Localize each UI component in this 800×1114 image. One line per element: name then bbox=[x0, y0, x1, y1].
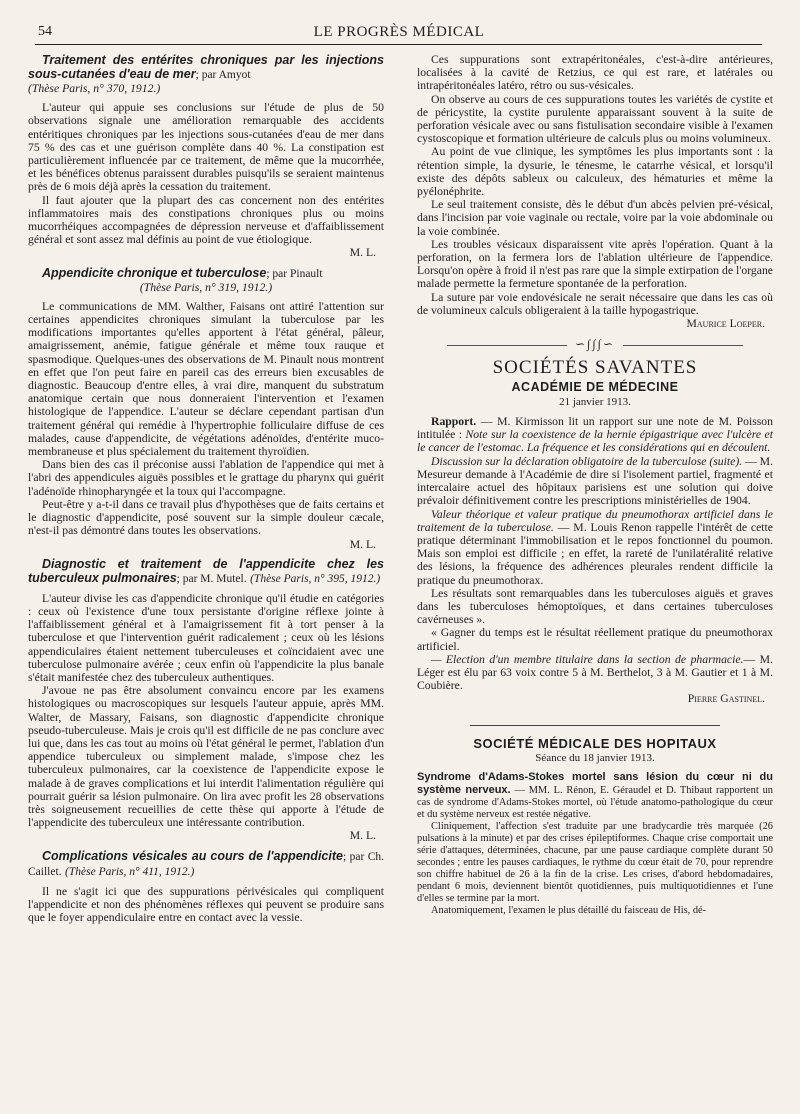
discussion-title: Discussion sur la déclaration obligatoire de la tuberculose (suite). bbox=[431, 454, 743, 468]
article-3-author: ; par M. Mutel. bbox=[176, 572, 247, 585]
article-4-continued-paragraph: Le seul traitement consiste, dès le début d'un abcès pelvien pré-vésical, dans l'incision par voie vaginale ou rectale, voire par la voie abdominale ou la voie combinée. bbox=[417, 198, 773, 238]
page-number: 54 bbox=[38, 24, 52, 39]
quote-paragraph: « Gagner du temps est le résultat réellement pratique du pneumothorax artificiel. bbox=[417, 626, 773, 653]
header-rule bbox=[35, 44, 762, 45]
article-1-citation: (Thèse Paris, n° 370, 1912.) bbox=[28, 82, 161, 95]
article-4-author: ; par Ch. Caillet. bbox=[28, 850, 384, 878]
academie-heading: ACADÉMIE DE MÉDECINE bbox=[511, 379, 679, 394]
rapport-paragraph bbox=[417, 415, 773, 455]
page-header bbox=[38, 20, 760, 42]
section-ornament: ∽∫∫∫∽ bbox=[417, 338, 773, 351]
article-2-paragraph: Dans bien des cas il préconise aussi l'ablation de l'appendice qui met à l'abri des appendicules aiguës possibles et le grattage du pharynx qui guérit l'adénoïde rhinopharyngée et la toux qui l'accompagne. bbox=[28, 458, 384, 498]
anatomy-paragraph: Anatomiquement, l'examen le plus détaillé du faisceau de His, dé- bbox=[431, 905, 707, 917]
pneumothorax-paragraph bbox=[417, 508, 773, 587]
article-3-paragraph: J'avoue ne pas être absolument convaincu encore par les examens histologiques ou macroscopiques sur lesquels l'auteur appuie, après MM. Walter, de Massary, Faisans, son diagnostic d'appendicite chronique pseudo-tuberculeuse. Mais je crois qu'il est difficile de ne pas conclure avec lui que, dans les cas tout au moins où l'état général le permet, l'ablation d'un appendice tuberculeux ou simplement malade, s'impose chez les tuberculeux pulmonaires, car la coexistence de l'appendicite expose le malade à de graves complications et lui interdit l'alimentation régulière qui pourrait guérir sa lésion pulmonaire. On lira avec profit les 28 observations très soigneusement recueillies de cette thèse qui apporte à l'étude de l'appendicite des tuberculeux une intéressante contribution. bbox=[28, 684, 384, 830]
election-text: — M. Léger est élu par 63 voix contre 5 à M. Berthelot, 3 à M. Gautier et 1 à M. Coubière. bbox=[417, 652, 773, 693]
academie-signature: Pierre Gastinel. bbox=[687, 692, 765, 706]
article-4-continued-paragraph: La suture par voie endovésicale ne serait nécessaire que dans les cas où de volumineux calculs obligeraient à la taille hypogastrique. bbox=[417, 290, 773, 317]
rapport-title: Note sur la coexistence de la hernie épigastrique avec l'ulcère et le cancer de l'estomac. La fréquence et les considérations qui en découlent. bbox=[417, 428, 773, 455]
article-3-citation: (Thèse Paris, n° 395, 1912.) bbox=[250, 572, 381, 585]
article-2-author: ; par Pinault bbox=[266, 267, 323, 280]
article-4-continued-paragraph: On observe au cours de ces suppurations toutes les variétés de cystite et de péricystite, la cystite purulente apparaissant souvent à la suite de perforation vésicale avec ou sans fistulisation secondaire visible à l'examen cystoscopique et formation ultérieure de calculs plus ou moins volumineux. bbox=[417, 92, 773, 146]
societes-savantes-heading: SOCIÉTÉS SAVANTES bbox=[492, 357, 698, 379]
article-4-continued-paragraph: Au point de vue clinique, les symptômes les plus importants sont : la rétention simple, la dysurie, le ténesme, le catarrhe vésical, et lorsqu'il existe des dépôts sableux ou calculeux, des hématuries et même la pyélonéphrite. bbox=[417, 145, 773, 199]
syndrome-title: Syndrome d'Adams-Stokes mortel sans lésion du cœur ni du système nerveux. bbox=[417, 771, 773, 797]
academie-date: 21 janvier 1913. bbox=[559, 395, 631, 408]
article-2-citation: (Thèse Paris, n° 319, 1912.) bbox=[139, 280, 273, 294]
rapport-label: Rapport. bbox=[431, 415, 477, 429]
article-3-signature: M. L. bbox=[349, 829, 376, 843]
article-2-title: Appendicite chronique et tuberculose bbox=[42, 265, 267, 280]
article-1-paragraph: L'auteur qui appuie ses conclusions sur l'étude de plus de 50 observations signale une amélioration remarquable des accidents entéritiques chroniques par les injections sous-cutanées d'eau de mer dans 75 % des cas et une guérison complète dans 40 %. La constipation est particulièrement influencée par ce traitement, de même que la mucorrhée, et les bénéfices obtenus paraissent durables puisqu'ils se seraient maintenus près de 6 mois déjà après la cessation du traitement. bbox=[28, 101, 384, 194]
article-2-heading bbox=[28, 266, 384, 281]
article-4-continued-paragraph: Les troubles vésicaux disparaissent vite après l'opération. Quant à la perforation, on la fermera lors de l'ablation ultérieure de l'appendice. Lorsqu'on opère à froid il n'est pas rare que la simple extirpation de l'organe malade permette la fermeture spontanée de la perforation. bbox=[417, 237, 773, 291]
article-3-paragraph: L'auteur divise les cas d'appendicite chronique qu'il étudie en catégories : ceux où l'existence d'une toux persistante d'origine réflexe jointe à l'affaiblissement général et à l'amaigrissement fit à tort penser à la tuberculose et que l'intervention guérit radicalement ; ceux où les lésions appendiculaires étaient nettement tuberculeuses et coïncidaient avec une tuberculose pulmonaire avérée ; ceux enfin où l'appendicite la plus banale s'était manifestée chez des tuberculeux authentiques. bbox=[28, 591, 384, 684]
left-column bbox=[28, 53, 384, 924]
article-4-continued-paragraph: Ces suppurations sont extrapéritonéales, c'est-à-dire antérieures, localisées à la cavité de Retzius, ce qui est rare, et latérales ou intrapéritonéales latéro, rétro ou sus-vésicales. bbox=[417, 53, 773, 93]
syndrome-paragraph bbox=[417, 771, 773, 821]
article-4-heading bbox=[28, 849, 384, 879]
right-column bbox=[417, 53, 773, 917]
article-4-signature: Maurice Loeper. bbox=[686, 317, 765, 331]
article-4-title: Complications vésicales au cours de l'appendicite bbox=[42, 848, 343, 863]
article-4-citation: (Thèse Paris, n° 411, 1912.) bbox=[65, 865, 195, 878]
article-2-signature: M. L. bbox=[349, 537, 376, 551]
rapport-text: — M. Kirmisson lit un rapport sur une note de M. Poisson intitulée : bbox=[417, 415, 773, 442]
article-2-paragraph: Peut-être y a-t-il dans ce travail plus d'hypothèses que de faits certains et le diagnostic d'appendicite, posé souvent sur la simple douleur cæcale, n'est-il pas démontré dans toutes les observations. bbox=[28, 497, 384, 538]
clinical-paragraph: Cliniquement, l'affection s'est traduite par une bradycardie très marquée (26 pulsations à la minute) et par des crises épileptiformes. Chaque crise comportait une série d'attaques, déterminées, chacune, par une pause cardiaque complète durant 50 secondes ; entre les pauses cardiaques, le rythme du cœur était de 70, pour reprendre son chiffre habituel de 26 à la fin de la crise. Les crises, d'abord hebdomadaires, pendant 6 mois, deviennent bientôt quotidiennes, puis multiquotidiennes et l'une d'elles se termine par la mort. bbox=[417, 821, 773, 905]
article-3-title: Diagnostic et traitement de l'appendicite chez les tuberculeux pulmonaires bbox=[28, 556, 384, 585]
article-2-paragraph: Le communications de MM. Walther, Faisans ont attiré l'attention sur certaines appendicites chroniques simulant la tuberculose par les modifications importantes qu'elles apportent à l'état général, pâleur, amaigrissement, anémie, fatigue générale et même toux rauque et spasmodique. Quelques-unes des observations de M. Pinault nous montrent en effet que l'on peut faire en pareil cas des erreurs bien excusables de diagnostic. Beaucoup d'entre elles, à vrai dire, manquent du substratum anatomique certain que nous donneraient l'intervention et l'examen histologique de l'appendice. L'auteur se déclare cependant partisan d'un traitement général qui remédie à l'hypertrophie folliculaire diffuse de ces malades, cause d'appendicite, de végétations adénoïdes, d'entérite muco-membraneuse et plus spécialement du traitement thyroïdien. bbox=[28, 299, 384, 459]
discussion-paragraph bbox=[417, 455, 773, 508]
article-1-signature: M. L. bbox=[349, 246, 376, 260]
smh-heading: SOCIÉTÉ MÉDICALE DES HOPITAUX bbox=[473, 735, 717, 751]
election-paragraph bbox=[417, 653, 773, 693]
results-paragraph: Les résultats sont remarquables dans les tuberculoses aiguës et graves dans les tuberculoses hémoptoïques, et dans certaines tuberculoses cavérneuses ». bbox=[417, 586, 773, 627]
section-divider bbox=[417, 716, 773, 729]
journal-title: LE PROGRÈS MÉDICAL bbox=[313, 24, 485, 40]
article-1-author: ; par Amyot bbox=[195, 69, 251, 81]
article-1-title: Traitement des entérites chroniques par les injections sous-cutanées d'eau de mer bbox=[28, 53, 384, 81]
election-title: — Election d'un membre titulaire dans la section de pharmacie. bbox=[431, 652, 744, 666]
article-4-paragraph: Il ne s'agit ici que des suppurations périvésicales qui compliquent l'appendicite et non des phénomènes réflexes qui peuvent se produire sans que le foyer appendiculaire entre en contact avec la vessie. bbox=[28, 884, 384, 924]
pneumothorax-text: — M. Louis Renon rappelle l'intérêt de cette pratique déterminant l'immobilisation et le repos fonctionnel du poumon. Mais son emploi est difficile ; en effet, la rareté de l'unilatéralité relative des lésions, la fréquence des adhérences pleurales rendent difficile la pratique du pneumothorax. bbox=[417, 520, 773, 587]
discussion-text: — M. Mesureur demande à l'Académie de dire si l'isolement partiel, fragmenté et intercalaire actuel des hôpitaux parisiens est une solution qui doive prévaloir définitivement contre les prescriptions ministérielles de 1904. bbox=[417, 454, 773, 508]
article-3-heading bbox=[28, 557, 384, 586]
article-1-paragraph: Il faut ajouter que la plupart des cas concernent non des entérites inflammatoires mais des constipations chroniques plus ou moins mucorrhéiques accompagnées de dépression nerveuse et d'affaiblissement général et sont assez mal définis au point de vue étiologique. bbox=[28, 193, 384, 247]
article-1-heading bbox=[28, 53, 384, 82]
smh-date: Séance du 18 janvier 1913. bbox=[535, 751, 655, 764]
syndrome-text: — MM. L. Rénon, E. Géraudel et D. Thibaut rapportent un cas de syndrome d'Adams-Stokes mortel, où l'étude anatomo-pathologique du cœur et du système nerveux est restée négative. bbox=[417, 785, 773, 821]
pneumothorax-title: Valeur théorique et valeur pratique du pneumothorax artificiel dans le traitement de la tuberculose. bbox=[417, 507, 773, 534]
